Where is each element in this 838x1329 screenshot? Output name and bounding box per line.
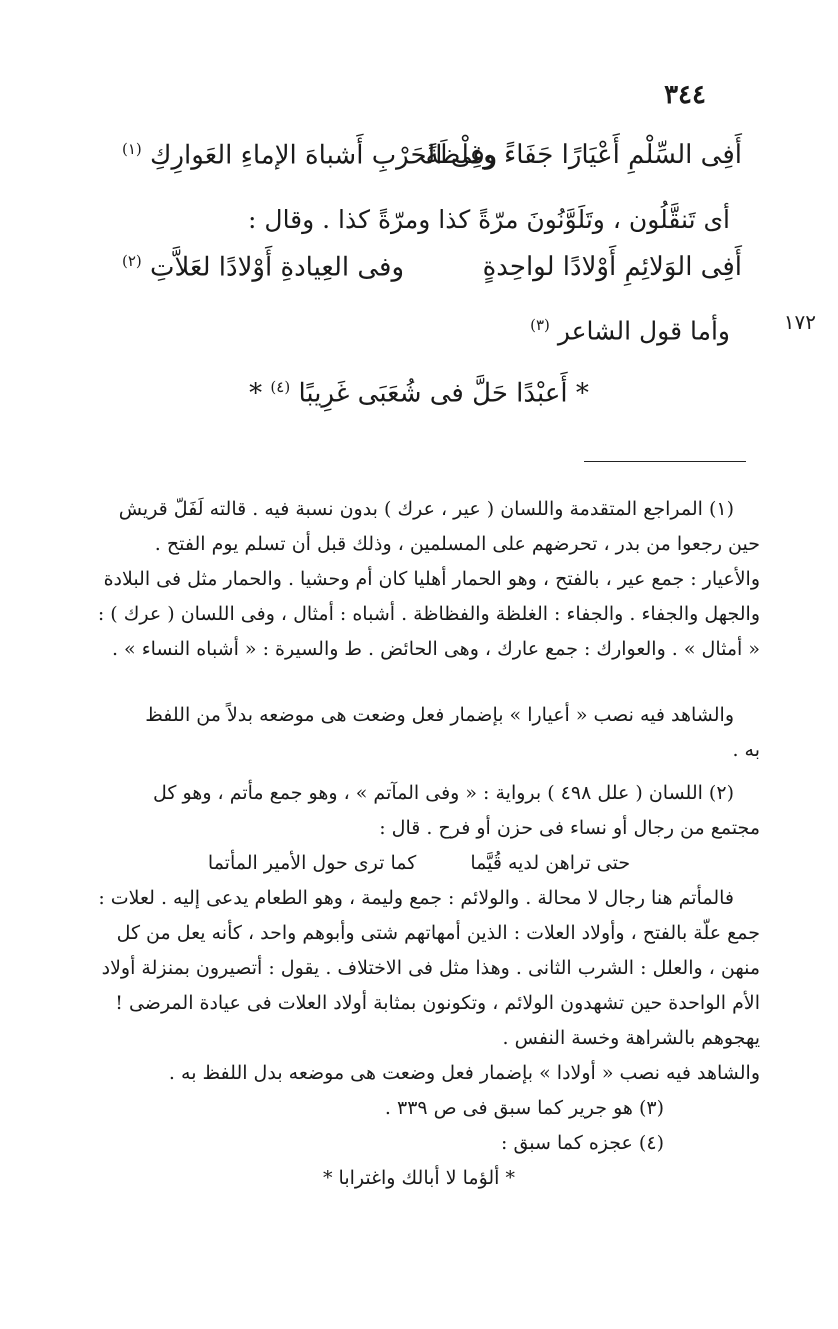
footnote-2-poem-second: كما ترى حول الأمير المأتما <box>207 852 417 874</box>
footnote-2-line: مجتمع من رجال أو نساء فى حزن أو فرح . قال : <box>379 817 760 839</box>
footnote-4-verse: * ألؤما لا أبالك واغترابا * <box>322 1167 515 1189</box>
verse-3 <box>0 378 838 409</box>
footnote-2-witness: والشاهد فيه نصب « أولادا » بإضمار فعل وضعت هى موضعه بدل اللفظ به . <box>168 1062 760 1084</box>
margin-reference-number: ١٧٢ <box>783 310 816 334</box>
footnote-2-line: فالمأتم هنا رجال لا محالة . والولائم : جمع وليمة ، وهو الطعام يدعى إليه . لعلات : <box>98 887 734 909</box>
footnote-2-line: يهجوهم بالشراهة وخسة النفس . <box>502 1027 760 1049</box>
footnote-2-line: جمع علّة بالفتح ، وأولاد العلات : الذين أمهاتهم شتى وأبوهم واحد ، كأنه يعل من كل <box>116 922 760 944</box>
page-number: ٣٤٤ <box>664 80 706 110</box>
footnote-2-poem-first: حتى تراهن لديه قُيَّما <box>470 852 631 874</box>
footnote-1-line: والجهل والجفاء . والجفاء : الغلظة والفظاظة . أشباه : أمثال ، وفى اللسان ( عرك ) : <box>97 603 760 625</box>
footnote-2-line: (٢) اللسان ( علل ٤٩٨ ) برواية : « وفى المآتم » ، وهو جمع مأتم ، وهو كل <box>153 782 734 804</box>
footnote-2 <box>78 776 760 1196</box>
verse-1-second-text: وفى الحَرْبِ أَشباهَ الإماءِ العَوارِكِ <box>150 140 498 171</box>
footnote-ref-1: (١) <box>122 140 142 158</box>
poet-intro-text: وأما قول الشاعر <box>557 316 730 346</box>
footnote-separator <box>584 461 746 462</box>
footnote-4: (٤) عجزه كما سبق : <box>501 1132 664 1154</box>
verse-1 <box>122 140 742 180</box>
verse-2 <box>122 252 742 292</box>
footnote-2-line: منهن ، والعلل : الشرب الثانى . وهذا مثل فى الاختلاف . يقول : أتصيرون بمنزلة أولاد <box>101 957 760 979</box>
verse-1-first-hemistich: أَفِى السِّلْمِ أَعْيَارًا جَفَاءً وغِلْظَةً <box>425 140 742 170</box>
verse-3-end-mark: * <box>249 378 263 409</box>
verse-3-text: * أَعبْدًا حَلَّ فى شُعَبَى غَرِيبًا <box>298 378 589 409</box>
footnote-ref-4: (٤) <box>270 378 291 396</box>
explanation-line: أى تَنقَّلُون ، وتَلَوَّنُونَ مرّةً كذا ومرّةً كذا . وقال : <box>248 205 730 234</box>
footnote-1-line: حين رجعوا من بدر ، تحرضهم على المسلمين ، وذلك قبل أن تسلم يوم الفتح . <box>154 533 760 555</box>
footnote-1-witness <box>78 698 760 768</box>
footnote-ref-3: (٣) <box>530 316 550 334</box>
footnote-1-line: (١) المراجع المتقدمة واللسان ( عير ، عرك ) بدون نسبة فيه . قالته لَفَلّ قريش <box>118 498 734 520</box>
verse-1-second-hemistich <box>122 140 497 171</box>
footnote-1-witness-line: والشاهد فيه نصب « أعيارا » بإضمار فعل وضعت هى موضعه بدلاً من اللفظ <box>145 704 734 726</box>
footnote-1-line: « أمثال » . والعوارك : جمع عارك ، وهى الحائض . ط والسيرة : « أشباه النساء » . <box>111 638 760 660</box>
footnote-1 <box>78 492 760 667</box>
footnote-1-line: والأعيار : جمع عير ، بالفتح ، وهو الحمار أهليا كان أم وحشيا . والحمار مثل فى البلادة <box>103 568 760 590</box>
poet-intro-line <box>530 316 730 345</box>
footnote-2-poem <box>78 846 760 881</box>
footnote-1-witness-line: به . <box>732 739 760 761</box>
verse-2-first-hemistich: أَفِى الوَلائِمِ أَوْلادًا لواحِدةٍ <box>482 252 742 282</box>
footnote-ref-2: (٢) <box>122 252 142 270</box>
verse-2-second-text: وفى العِيادةِ أَوْلادًا لعَلاَّتِ <box>150 252 405 283</box>
footnote-3: (٣) هو جرير كما سبق فى ص ٣٣٩ . <box>384 1097 664 1119</box>
verse-2-second-hemistich <box>122 252 404 283</box>
footnote-2-line: الأم الواحدة حين تشهدون الولائم ، وتكونون بمثابة أولاد العلات فى عيادة المرضى ! <box>115 992 760 1014</box>
